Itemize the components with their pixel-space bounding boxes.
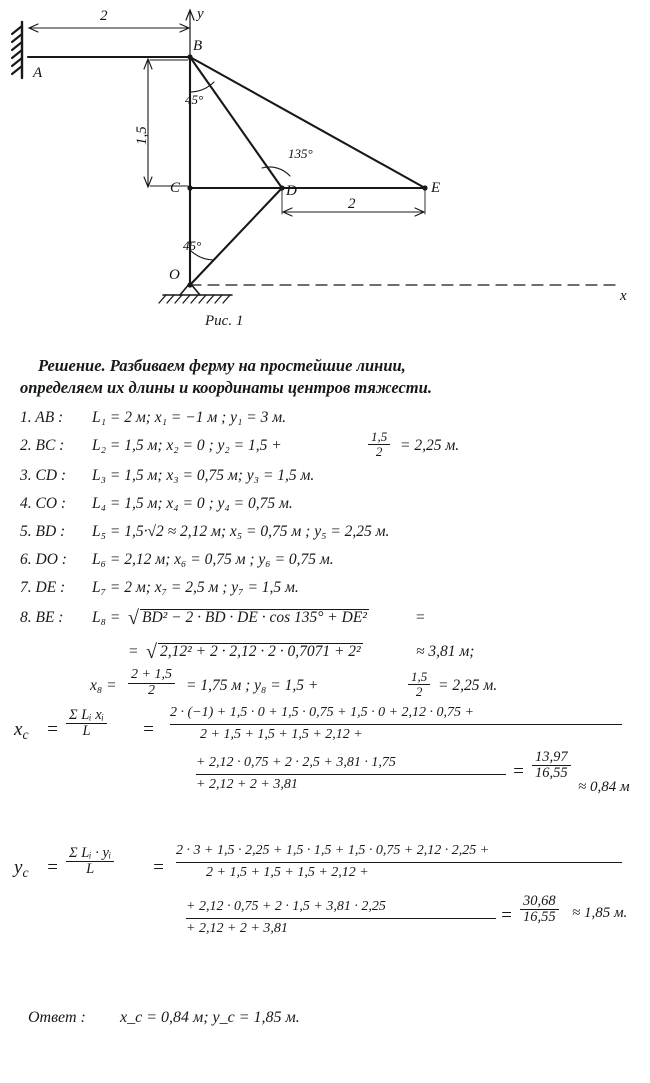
yc-big-den: 2 + 1,5 + 1,5 + 1,5 + 2,12 + bbox=[206, 865, 369, 880]
yc-symbol bbox=[14, 858, 29, 880]
yc-result-den: 16,55 bbox=[520, 909, 559, 925]
xc-equals-3: = bbox=[512, 761, 525, 782]
yc-fraction-bar bbox=[176, 862, 622, 863]
item-2-body: L₂ = 1,5 м; x₂ = 0 ; y₂ = 1,5 + bbox=[92, 437, 282, 454]
truss-diagram-svg bbox=[0, 0, 650, 345]
item-5-body: L₅ = 1,5·√2 ≈ 2,12 м; x₅ = 0,75 м ; y₅ = 2,25 м. bbox=[92, 523, 390, 540]
item-1-body: L₁ = 2 м; x₁ = −1 м ; y₁ = 3 м. bbox=[92, 409, 287, 426]
item-10-fraction-1 bbox=[128, 668, 175, 698]
xc-big-den: 2 + 1,5 + 1,5 + 1,5 + 2,12 + bbox=[200, 727, 363, 742]
item-10-frac1-den: 2 bbox=[128, 683, 175, 699]
dimension-left-vertical: 1,5 bbox=[134, 126, 150, 145]
item-9-radicand: 2,12² + 2 · 2,12 · 2 · 0,7071 + 2² bbox=[159, 643, 361, 660]
xc-result-num: 13,97 bbox=[535, 749, 568, 765]
yc-big-den-2: + 2,12 + 2 + 3,81 bbox=[186, 921, 288, 936]
xc-fraction-bar-2 bbox=[196, 774, 506, 775]
item-3-label: 3. CD : bbox=[20, 467, 67, 484]
xc-letter: x bbox=[14, 719, 23, 740]
xc-equals-2: = bbox=[142, 719, 155, 740]
item-2-frac-den: 2 bbox=[368, 444, 390, 459]
yc-big-num: 2 · 3 + 1,5 · 2,25 + 1,5 · 1,5 + 1,5 · 0,75 + 2,12 · 2,25 + bbox=[176, 843, 490, 858]
yc-sum-fraction bbox=[66, 846, 114, 877]
label-point-o: O bbox=[169, 267, 180, 283]
item-6-body: L₆ = 2,12 м; x₆ = 0,75 м ; y₆ = 0,75 м. bbox=[92, 551, 334, 568]
truss-figure bbox=[0, 0, 650, 345]
xc-big-num: 2 · (−1) + 1,5 · 0 + 1,5 · 0,75 + 1,5 · 0 + 2,12 · 0,75 + bbox=[170, 705, 475, 720]
xc-big-num-2: + 2,12 · 0,75 + 2 · 2,5 + 3,81 · 1,75 bbox=[196, 755, 396, 770]
item-7-body: L₇ = 2 м; x₇ = 2,5 м ; y₇ = 1,5 м. bbox=[92, 579, 299, 596]
label-point-a: A bbox=[33, 65, 43, 81]
item-2-fraction bbox=[368, 430, 390, 458]
yc-equals: = bbox=[46, 857, 59, 878]
xc-result-fraction bbox=[532, 750, 571, 781]
item-3-body: L₃ = 1,5 м; x₃ = 0,75 м; y₃ = 1,5 м. bbox=[92, 467, 315, 484]
yc-big-num-2: + 2,12 · 0,75 + 2 · 1,5 + 3,81 · 2,25 bbox=[186, 899, 386, 914]
item-10-frac2-num: 1,5 bbox=[411, 669, 428, 684]
yc-letter: y bbox=[14, 857, 23, 878]
solution-heading: Решение. Разбиваем ферму на простейшие линии, bbox=[38, 356, 406, 375]
yc-equals-3: = bbox=[500, 905, 513, 926]
item-2-frac-num: 1,5 bbox=[371, 429, 388, 444]
item-10-frac2-den: 2 bbox=[408, 684, 430, 699]
angle-at-b: 45° bbox=[185, 92, 204, 107]
item-4-label: 4. CO : bbox=[20, 495, 67, 512]
item-2-label: 2. BC : bbox=[20, 437, 65, 454]
xc-big-den-2: + 2,12 + 2 + 3,81 bbox=[196, 777, 298, 792]
label-point-e: E bbox=[431, 180, 441, 196]
xc-symbol bbox=[14, 720, 29, 742]
answer-label: Ответ : bbox=[28, 1009, 86, 1026]
radical-sign-2: √ bbox=[146, 641, 157, 663]
item-2-tail: = 2,25 м. bbox=[400, 437, 460, 454]
xc-subscript: c bbox=[22, 726, 29, 742]
item-8-radicand: BD² − 2 · BD · DE · cos 135° + DE² bbox=[141, 609, 367, 626]
yc-subscript: c bbox=[22, 864, 29, 880]
radical-sign: √ bbox=[128, 607, 139, 629]
item-10-frac1-num: 2 + 1,5 bbox=[131, 667, 172, 682]
yc-result-fraction bbox=[520, 894, 559, 925]
label-axis-y: y bbox=[197, 6, 204, 22]
angle-at-o: 45° bbox=[183, 238, 202, 253]
solution-heading-2: определяем их длины и координаты центров тяжести. bbox=[20, 378, 432, 397]
xc-result: ≈ 0,84 м bbox=[578, 779, 630, 795]
dimension-top: 2 bbox=[100, 8, 108, 24]
yc-sum-den: L bbox=[66, 861, 114, 877]
xc-sum-num: Σ Lᵢ xᵢ bbox=[69, 707, 104, 723]
item-6-label: 6. DO : bbox=[20, 551, 67, 568]
dimension-bottom-right: 2 bbox=[348, 196, 356, 212]
label-point-d: D bbox=[286, 183, 297, 199]
angle-at-d: 135° bbox=[288, 146, 313, 161]
label-axis-x: x bbox=[620, 288, 627, 304]
item-10-mid: = 1,75 м ; y₈ = 1,5 + bbox=[186, 677, 319, 694]
yc-fraction-bar-2 bbox=[186, 918, 496, 919]
item-8-label: 8. BE : bbox=[20, 609, 64, 626]
item-8-body: L₈ = bbox=[92, 609, 121, 626]
label-point-c: C bbox=[170, 180, 181, 196]
item-10-fraction-2 bbox=[408, 670, 430, 698]
xc-equals: = bbox=[46, 719, 59, 740]
item-10-tail: = 2,25 м. bbox=[438, 677, 498, 694]
item-9-tail: ≈ 3,81 м; bbox=[416, 643, 475, 660]
yc-sum-num: Σ Lᵢ · yᵢ bbox=[69, 845, 112, 861]
item-4-body: L₄ = 1,5 м; x₄ = 0 ; y₄ = 0,75 м. bbox=[92, 495, 293, 512]
item-9-sqrt bbox=[146, 642, 363, 662]
item-7-label: 7. DE : bbox=[20, 579, 66, 596]
item-10-x8: x₈ = bbox=[90, 677, 117, 694]
item-5-label: 5. BD : bbox=[20, 523, 66, 540]
xc-result-den: 16,55 bbox=[532, 765, 571, 781]
xc-sum-fraction bbox=[66, 708, 107, 739]
xc-sum-den: L bbox=[66, 723, 107, 739]
item-9-equals: = bbox=[128, 643, 139, 660]
yc-result-num: 30,68 bbox=[523, 893, 556, 909]
answer-body: x_c = 0,84 м; y_c = 1,85 м. bbox=[120, 1009, 300, 1026]
label-point-b: B bbox=[193, 38, 203, 54]
figure-caption: Рис. 1 bbox=[205, 313, 244, 329]
yc-result: ≈ 1,85 м. bbox=[572, 905, 628, 921]
item-1-label: 1. AB : bbox=[20, 409, 64, 426]
yc-equals-2: = bbox=[152, 857, 165, 878]
xc-fraction-bar bbox=[170, 724, 622, 725]
item-8-equals: = bbox=[415, 609, 426, 626]
item-8-sqrt bbox=[128, 608, 369, 628]
